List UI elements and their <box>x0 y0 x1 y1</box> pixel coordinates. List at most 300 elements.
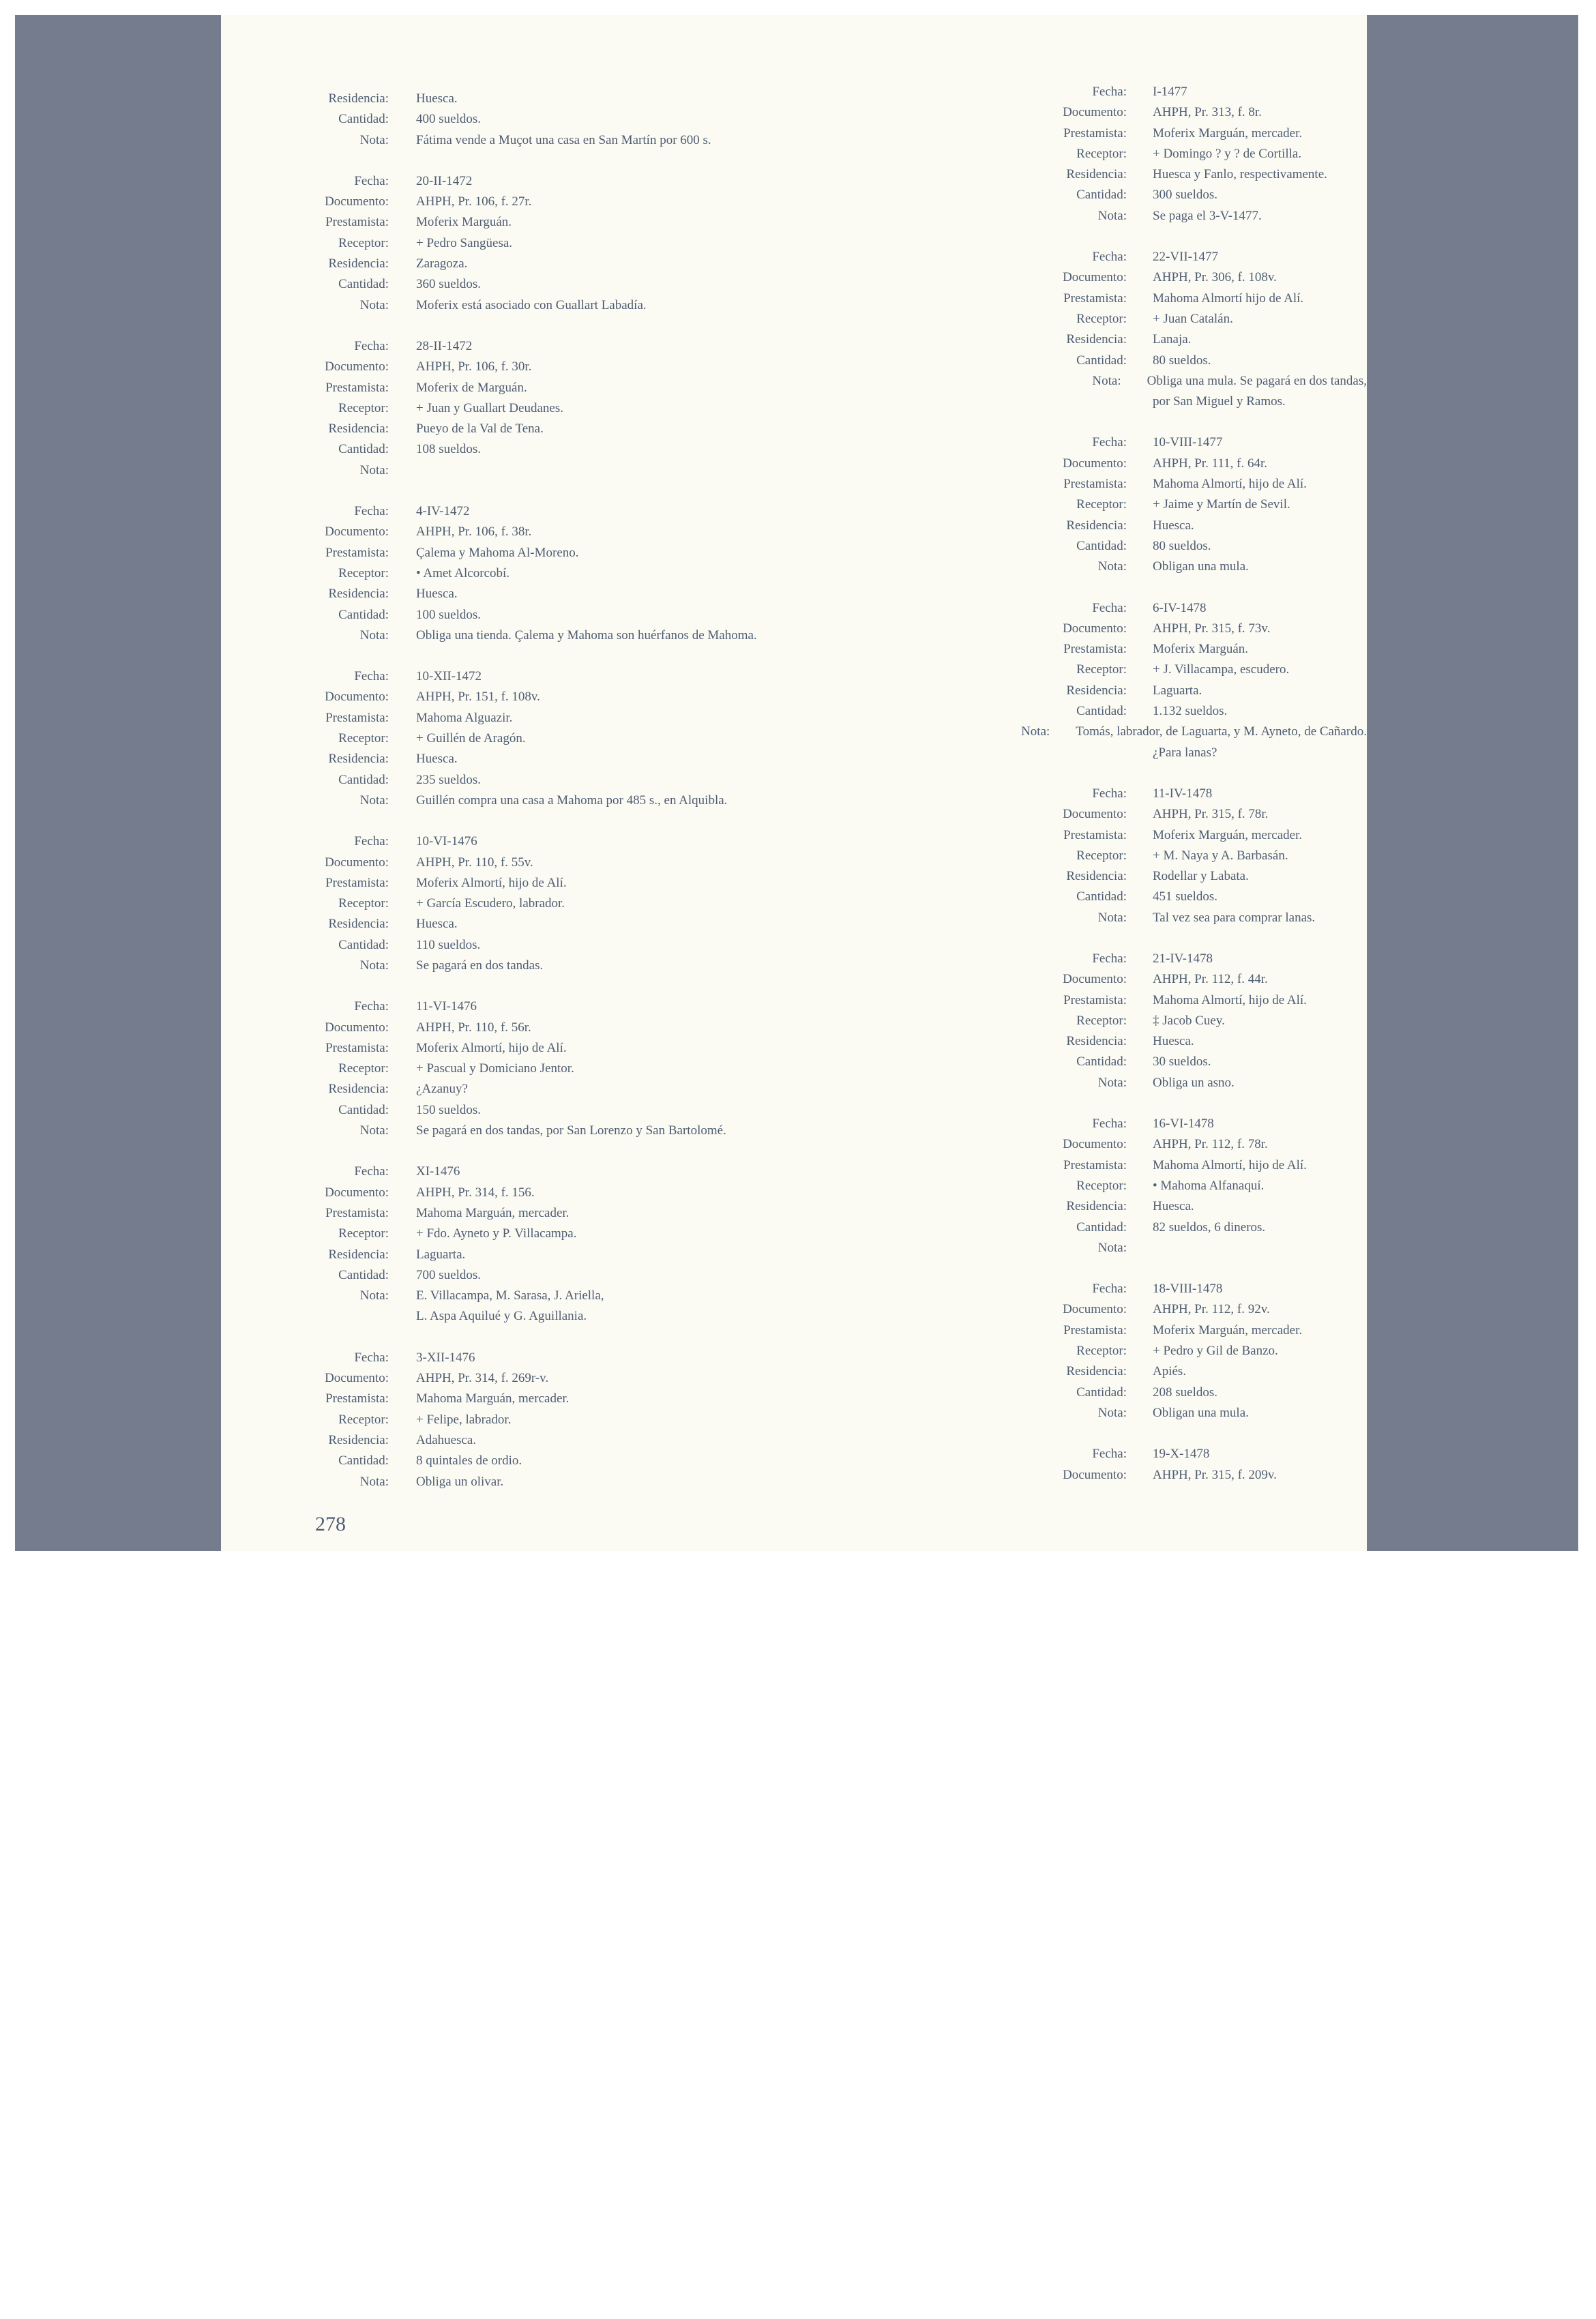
record-row <box>221 336 794 357</box>
record-row <box>221 1038 794 1059</box>
field-label: Cantidad: <box>338 607 389 622</box>
record-row <box>794 784 1367 804</box>
record-row <box>794 454 1367 474</box>
loan-record <box>221 501 794 646</box>
field-value: Laguarta. <box>1153 683 1202 698</box>
record-row <box>221 1162 794 1182</box>
field-value: Se pagará en dos tandas. <box>416 958 544 973</box>
field-label: Fecha: <box>354 999 389 1014</box>
record-row <box>221 130 794 151</box>
record-row <box>794 701 1367 722</box>
field-label: Prestamista: <box>325 710 389 725</box>
field-label: Nota: <box>1097 910 1127 925</box>
field-value: Huesca. <box>416 752 458 767</box>
loan-record <box>221 666 794 811</box>
field-label: Receptor: <box>338 400 389 415</box>
field-label: Fecha: <box>1092 951 1127 966</box>
field-value: 208 sueldos. <box>1153 1385 1217 1400</box>
field-value: Moferix Almortí, hijo de Alí. <box>416 875 567 890</box>
field-label: Nota: <box>359 627 389 642</box>
field-label: Receptor: <box>1076 1178 1127 1193</box>
field-value: 8 quintales de ordio. <box>416 1453 522 1468</box>
field-value: + J. Villacampa, escudero. <box>1153 662 1290 677</box>
field-label: Residencia: <box>328 752 389 767</box>
field-label: Documento: <box>1063 456 1127 471</box>
field-value: AHPH, Pr. 112, f. 92v. <box>1153 1302 1270 1317</box>
field-label: Documento: <box>325 1371 389 1386</box>
record-row <box>221 584 794 604</box>
record-row <box>794 1279 1367 1299</box>
field-value: ¿Para lanas? <box>1153 745 1217 760</box>
record-row <box>221 1348 794 1368</box>
field-label: Prestamista: <box>325 215 389 230</box>
record-row <box>794 1217 1367 1238</box>
record-row <box>221 1121 794 1141</box>
record-row <box>221 956 794 976</box>
field-value: ‡ Jacob Cuey. <box>1153 1013 1225 1028</box>
field-label: Cantidad: <box>1076 1385 1127 1400</box>
field-value: Tal vez sea para comprar lanas. <box>1153 910 1316 925</box>
field-label: Nota: <box>359 958 389 973</box>
field-value: AHPH, Pr. 313, f. 8r. <box>1153 105 1262 120</box>
field-label: Documento: <box>325 194 389 209</box>
field-label: Receptor: <box>338 731 389 746</box>
field-label: Documento: <box>325 690 389 705</box>
field-label: Documento: <box>1063 972 1127 987</box>
record-row <box>794 1196 1367 1217</box>
record-row <box>794 474 1367 494</box>
record-row <box>221 1059 794 1079</box>
field-label: Cantidad: <box>338 442 389 457</box>
field-value: AHPH, Pr. 314, f. 156. <box>416 1185 535 1200</box>
field-value: 1.132 sueldos. <box>1153 704 1228 719</box>
field-label: Nota: <box>1097 1405 1127 1420</box>
field-value: + Felipe, labrador. <box>416 1412 512 1427</box>
field-label: Fecha: <box>354 669 389 684</box>
field-label: Documento: <box>1063 621 1127 636</box>
record-row <box>794 1465 1367 1486</box>
field-label: Documento: <box>325 1185 389 1200</box>
record-row <box>794 123 1367 144</box>
field-label: Cantidad: <box>338 277 389 292</box>
record-row <box>221 1389 794 1409</box>
loan-record <box>794 784 1367 928</box>
record-row <box>221 625 794 646</box>
field-label: Receptor: <box>338 1226 389 1241</box>
loan-record <box>221 171 794 316</box>
field-value: L. Aspa Aquilué y G. Aguillania. <box>416 1309 587 1324</box>
field-label: Prestamista: <box>325 545 389 560</box>
record-row <box>794 432 1367 453</box>
loan-record <box>221 1348 794 1492</box>
field-value: Moferix está asociado con Guallart Labadía. <box>416 297 647 312</box>
record-row <box>794 1114 1367 1134</box>
record-row <box>221 1430 794 1451</box>
field-label: Prestamista: <box>1063 291 1127 306</box>
field-label: Fecha: <box>354 1350 389 1365</box>
field-value: 80 sueldos. <box>1153 353 1211 368</box>
field-value: Huesca. <box>1153 518 1194 533</box>
field-value: Huesca. <box>1153 1034 1194 1049</box>
field-label: Documento: <box>1063 1467 1127 1482</box>
loan-record <box>794 1279 1367 1423</box>
field-label: Prestamista: <box>1063 477 1127 492</box>
field-value: 110 sueldos. <box>416 937 481 952</box>
field-label: Residencia: <box>1066 167 1127 182</box>
record-row <box>794 722 1367 742</box>
field-label: Cantidad: <box>338 772 389 787</box>
field-value: Huesca. <box>416 587 458 602</box>
field-value: Guillén compra una casa a Mahoma por 485 s., en Alquibla. <box>416 793 728 808</box>
field-value: Çalema y Mahoma Al-Moreno. <box>416 545 579 560</box>
field-label: Nota: <box>359 1123 389 1138</box>
field-value: AHPH, Pr. 112, f. 78r. <box>1153 1137 1268 1152</box>
field-value: 28-II-1472 <box>416 338 473 353</box>
field-value: 4-IV-1472 <box>416 504 470 519</box>
field-label: Residencia: <box>328 91 389 106</box>
field-value: Obliga un olivar. <box>416 1474 504 1489</box>
record-row <box>794 681 1367 701</box>
field-value: Mahoma Almortí, hijo de Alí. <box>1153 992 1307 1007</box>
field-label: Fecha: <box>354 834 389 849</box>
field-label: Prestamista: <box>1063 125 1127 141</box>
field-label: Residencia: <box>328 1432 389 1447</box>
loan-record <box>794 82 1367 226</box>
record-row <box>221 1265 794 1286</box>
record-row <box>221 853 794 873</box>
field-label: Residencia: <box>1066 1364 1127 1379</box>
field-value: Se paga el 3-V-1477. <box>1153 208 1262 223</box>
right-record-list <box>794 82 1367 1506</box>
loan-record <box>794 949 1367 1093</box>
field-label: Receptor: <box>1076 662 1127 677</box>
field-value: + Guillén de Aragón. <box>416 731 526 746</box>
field-label: Fecha: <box>354 338 389 353</box>
field-value: Tomás, labrador, de Laguarta, y M. Ayneto, de Cañardo. <box>1076 724 1367 739</box>
record-row <box>221 935 794 956</box>
record-row <box>794 1403 1367 1423</box>
record-row <box>794 144 1367 164</box>
field-label: Prestamista: <box>1063 1157 1127 1172</box>
record-row <box>794 825 1367 846</box>
field-label: Receptor: <box>338 1412 389 1427</box>
field-value: 300 sueldos. <box>1153 188 1217 203</box>
record-row <box>794 1320 1367 1341</box>
field-label: Fecha: <box>1092 435 1127 450</box>
loan-record <box>794 432 1367 577</box>
record-row <box>221 378 794 398</box>
field-label: Prestamista: <box>325 1205 389 1220</box>
record-row <box>794 557 1367 577</box>
field-value: Mahoma Almortí hijo de Alí. <box>1153 291 1304 306</box>
field-label: Fecha: <box>354 504 389 519</box>
field-value: + Juan Catalán. <box>1153 311 1233 326</box>
field-label: Prestamista: <box>325 875 389 890</box>
loan-record <box>794 247 1367 412</box>
field-value: + Jaime y Martín de Sevil. <box>1153 497 1290 512</box>
field-value: 21-IV-1478 <box>1153 951 1213 966</box>
field-label: Cantidad: <box>338 1102 389 1117</box>
field-value: 11-VI-1476 <box>416 999 477 1014</box>
field-label: Documento: <box>325 525 389 540</box>
record-row <box>794 267 1367 288</box>
field-label: Nota: <box>1097 559 1127 574</box>
field-label: Documento: <box>325 1020 389 1035</box>
record-row <box>221 708 794 728</box>
field-label: Residencia: <box>328 1082 389 1097</box>
field-label: Nota: <box>359 132 389 147</box>
field-value: 80 sueldos. <box>1153 538 1211 553</box>
field-value: AHPH, Pr. 315, f. 78r. <box>1153 807 1269 822</box>
field-label: Cantidad: <box>1076 538 1127 553</box>
record-row <box>794 598 1367 619</box>
field-value: AHPH, Pr. 151, f. 108v. <box>416 690 540 705</box>
field-value: AHPH, Pr. 315, f. 73v. <box>1153 621 1271 636</box>
field-label: Cantidad: <box>1076 1220 1127 1235</box>
field-label: Cantidad: <box>1076 889 1127 904</box>
field-value: Obligan una mula. <box>1153 1405 1249 1420</box>
record-row <box>794 866 1367 887</box>
field-value: AHPH, Pr. 112, f. 44r. <box>1153 972 1268 987</box>
record-row <box>221 1203 794 1224</box>
page-number: 278 <box>315 1513 346 1535</box>
record-row <box>221 192 794 212</box>
field-label: Cantidad: <box>338 1453 389 1468</box>
loan-record <box>794 598 1367 763</box>
field-value: + Pascual y Domiciano Jentor. <box>416 1061 574 1076</box>
field-label: Prestamista: <box>1063 642 1127 657</box>
record-row <box>221 109 794 130</box>
record-row <box>221 605 794 625</box>
field-value: Obliga una mula. Se pagará en dos tandas, <box>1147 373 1367 388</box>
field-value: 150 sueldos. <box>416 1102 481 1117</box>
field-value: Adahuesca. <box>416 1432 477 1447</box>
field-label: Fecha: <box>1092 1117 1127 1132</box>
field-label: Prestamista: <box>325 380 389 395</box>
field-label: Nota: <box>359 1474 389 1489</box>
field-value: Lanaja. <box>1153 332 1192 347</box>
field-label: Prestamista: <box>325 1391 389 1406</box>
field-label: Nota: <box>359 793 389 808</box>
field-label: Receptor: <box>338 235 389 250</box>
record-row <box>221 791 794 811</box>
field-label: Cantidad: <box>1076 1054 1127 1069</box>
field-value: 22-VII-1477 <box>1153 250 1219 265</box>
field-label: Fecha: <box>1092 1447 1127 1462</box>
record-row <box>221 1306 794 1327</box>
field-value: Pueyo de la Val de Tena. <box>416 422 544 437</box>
field-value: 700 sueldos. <box>416 1267 481 1282</box>
field-label: Fecha: <box>1092 85 1127 99</box>
field-label: Prestamista: <box>1063 992 1127 1007</box>
record-row <box>794 1073 1367 1093</box>
loan-record <box>794 1114 1367 1258</box>
field-label: Receptor: <box>1076 146 1127 161</box>
field-value: 16-VI-1478 <box>1153 1117 1214 1132</box>
field-value: 10-VI-1476 <box>416 834 477 849</box>
field-value: 10-XII-1472 <box>416 669 482 684</box>
record-row <box>221 996 794 1017</box>
record-row <box>221 1368 794 1389</box>
field-value: + García Escudero, labrador. <box>416 896 565 911</box>
field-value: Moferix Marguán, mercader. <box>1153 125 1303 141</box>
record-row <box>794 1238 1367 1258</box>
field-label: Receptor: <box>338 1061 389 1076</box>
record-row <box>794 1176 1367 1196</box>
record-row <box>794 1361 1367 1382</box>
field-value: + Domingo ? y ? de Cortilla. <box>1153 146 1302 161</box>
loan-record <box>794 1444 1367 1486</box>
field-value: 108 sueldos. <box>416 442 481 457</box>
record-row <box>221 1245 794 1265</box>
field-value: 451 sueldos. <box>1153 889 1217 904</box>
record-row <box>221 460 794 481</box>
record-row <box>794 619 1367 639</box>
field-label: Cantidad: <box>1076 353 1127 368</box>
loan-record <box>221 996 794 1141</box>
field-label: Prestamista: <box>325 1040 389 1055</box>
record-row <box>221 770 794 791</box>
field-value: 82 sueldos, 6 dineros. <box>1153 1220 1266 1235</box>
record-row <box>794 743 1367 763</box>
record-row <box>221 749 794 769</box>
field-value: Fátima vende a Muçot una casa en San Martín por 600 s. <box>416 132 711 147</box>
field-value: Mahoma Marguán, mercader. <box>416 1205 570 1220</box>
record-row <box>794 102 1367 123</box>
field-value: Apiés. <box>1153 1364 1187 1379</box>
field-label: Receptor: <box>1076 1013 1127 1028</box>
field-value: Moferix Marguán, mercader. <box>1153 1323 1303 1338</box>
field-label: Cantidad: <box>1076 704 1127 719</box>
record-row <box>221 233 794 254</box>
field-label: Residencia: <box>328 917 389 932</box>
field-label: Nota: <box>1092 373 1121 388</box>
field-value: 400 sueldos. <box>416 112 481 127</box>
field-label: Nota: <box>1021 724 1050 739</box>
record-row <box>221 171 794 192</box>
field-value: + Fdo. Ayneto y P. Villacampa. <box>416 1226 577 1241</box>
record-row <box>221 1224 794 1244</box>
field-label: Nota: <box>1097 1075 1127 1090</box>
record-row <box>794 371 1367 392</box>
field-value: + M. Naya y A. Barbasán. <box>1153 848 1288 863</box>
field-label: Receptor: <box>1076 848 1127 863</box>
field-value: Obliga una tienda. Çalema y Mahoma son huérfanos de Mahoma. <box>416 627 757 642</box>
record-row <box>794 1011 1367 1031</box>
record-row <box>794 329 1367 350</box>
field-label: Residencia: <box>328 1247 389 1262</box>
record-row <box>794 1383 1367 1403</box>
record-row <box>221 522 794 542</box>
record-row <box>221 873 794 893</box>
record-row <box>221 687 794 707</box>
record-row <box>794 949 1367 969</box>
record-row <box>794 516 1367 536</box>
record-row <box>794 1299 1367 1320</box>
record-row <box>221 357 794 377</box>
record-row <box>794 247 1367 267</box>
field-value: 6-IV-1478 <box>1153 600 1207 615</box>
record-row <box>221 1286 794 1306</box>
field-label: Documento: <box>1063 807 1127 822</box>
field-value: E. Villacampa, M. Sarasa, J. Ariella, <box>416 1288 604 1303</box>
field-value: + Pedro y Gil de Banzo. <box>1153 1344 1278 1359</box>
field-value: Moferix Marguán. <box>416 215 512 230</box>
field-label: Residencia: <box>1066 1034 1127 1049</box>
record-row <box>794 309 1367 329</box>
field-value: Moferix Marguán. <box>1153 642 1249 657</box>
field-value: • Amet Alcorcobí. <box>416 565 509 580</box>
record-row <box>221 666 794 687</box>
record-row <box>794 1134 1367 1155</box>
field-value: AHPH, Pr. 306, f. 108v. <box>1153 270 1277 285</box>
field-label: Nota: <box>1097 208 1127 223</box>
field-label: Receptor: <box>1076 1344 1127 1359</box>
record-row <box>794 908 1367 928</box>
field-label: Fecha: <box>354 1164 389 1179</box>
field-label: Residencia: <box>328 422 389 437</box>
field-label: Fecha: <box>1092 600 1127 615</box>
record-row <box>221 1183 794 1203</box>
field-value: AHPH, Pr. 106, f. 27r. <box>416 194 532 209</box>
field-value: AHPH, Pr. 106, f. 38r. <box>416 525 532 540</box>
record-row <box>794 206 1367 226</box>
field-value: Mahoma Almortí, hijo de Alí. <box>1153 1157 1307 1172</box>
field-value: 360 sueldos. <box>416 277 481 292</box>
field-label: Receptor: <box>338 565 389 580</box>
field-label: Fecha: <box>1092 1282 1127 1297</box>
loan-record <box>221 89 794 151</box>
field-value: Mahoma Almortí, hijo de Alí. <box>1153 477 1307 492</box>
record-row <box>794 494 1367 515</box>
record-row <box>794 1155 1367 1176</box>
record-row <box>794 1052 1367 1072</box>
record-row <box>794 990 1367 1011</box>
record-row <box>794 351 1367 371</box>
field-label: Documento: <box>1063 270 1127 285</box>
field-label: Nota: <box>359 297 389 312</box>
record-row <box>221 439 794 460</box>
field-value: + Juan y Guallart Deudanes. <box>416 400 563 415</box>
field-value: Obliga un asno. <box>1153 1075 1235 1090</box>
field-value: AHPH, Pr. 106, f. 30r. <box>416 359 532 374</box>
field-label: Residencia: <box>1066 518 1127 533</box>
field-label: Documento: <box>1063 1137 1127 1152</box>
field-value: 3-XII-1476 <box>416 1350 475 1365</box>
field-value: AHPH, Pr. 110, f. 55v. <box>416 855 533 870</box>
record-row <box>221 914 794 934</box>
field-value: I-1477 <box>1153 85 1187 99</box>
field-value: Mahoma Alguazir. <box>416 710 513 725</box>
record-row <box>794 536 1367 557</box>
field-label: Residencia: <box>1066 683 1127 698</box>
field-value: 11-IV-1478 <box>1153 786 1213 801</box>
record-row <box>794 660 1367 680</box>
field-value: 235 sueldos. <box>416 772 481 787</box>
record-row <box>794 846 1367 866</box>
field-value: Mahoma Marguán, mercader. <box>416 1391 570 1406</box>
field-label: Fecha: <box>1092 250 1127 265</box>
record-row <box>221 295 794 316</box>
field-value: Moferix Marguán, mercader. <box>1153 827 1303 842</box>
field-value: • Mahoma Alfanaquí. <box>1153 1178 1265 1193</box>
field-value: AHPH, Pr. 110, f. 56r. <box>416 1020 531 1035</box>
record-row <box>221 398 794 419</box>
field-label: Documento: <box>1063 1302 1127 1317</box>
field-value: Huesca. <box>416 917 458 932</box>
field-value: Obligan una mula. <box>1153 559 1249 574</box>
field-label: Receptor: <box>338 896 389 911</box>
